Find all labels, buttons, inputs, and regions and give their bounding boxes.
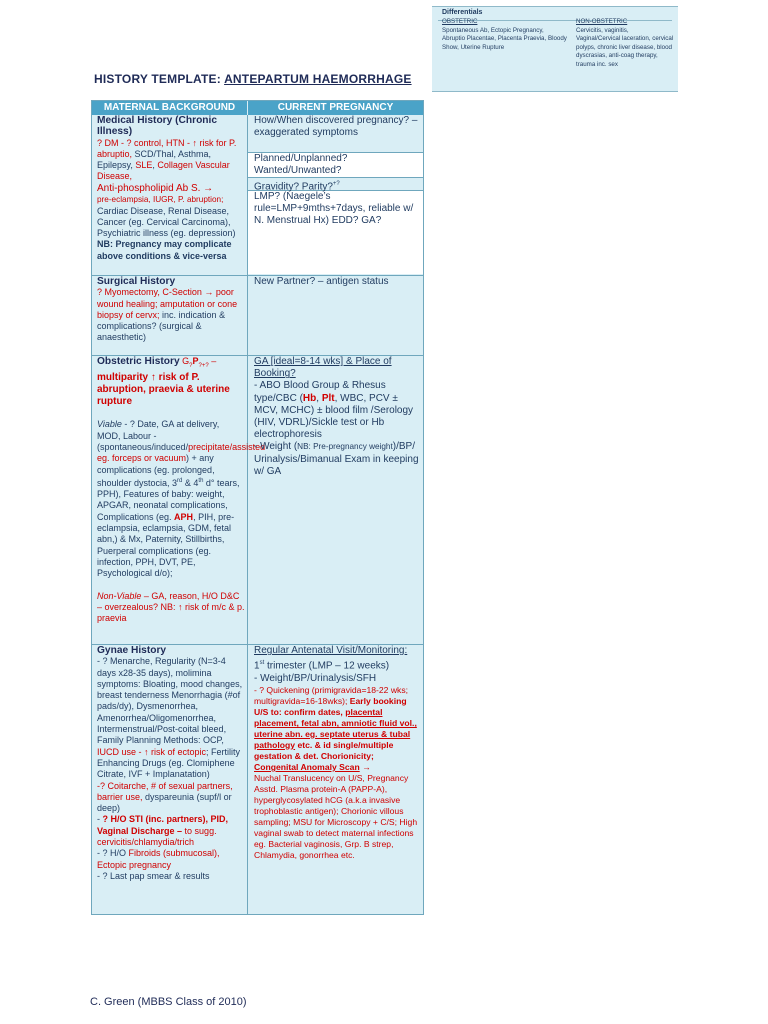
differentials-box: [432, 6, 678, 92]
weight-nb: NB: Pre-pregnancy weight: [297, 442, 393, 452]
antenatal-weight-text: - Weight/BP/Urinalysis/SFH: [254, 672, 377, 684]
early-booking-text: etc. & id single/multiple gestation & det. Chorionicity;: [254, 739, 394, 761]
antenatal-details: [254, 685, 420, 861]
sti-text: ? H/O STI (inc. partners), PID, Vaginal Discharge –: [97, 814, 229, 836]
sti-text: to sugg. cervicitis/chlamydia/trich: [97, 825, 217, 848]
gp-sub: ?: [189, 362, 193, 369]
sup-th: th: [198, 477, 204, 484]
abo-text: - ABO Blood Group & Rhesus type/CBC (: [254, 380, 386, 404]
fibroids-red-text: Fibroids (submucosal), Ectopic pregnancy: [97, 848, 220, 870]
title-prefix: HISTORY TEMPLATE:: [94, 72, 225, 86]
medical-list2: Cardiac Disease, Renal Disease, Cancer (eg. Cervical Carcinoma), Psychiatric illness (eg. depression): [97, 205, 236, 239]
plt-text: Plt: [321, 392, 335, 404]
gynae-history-heading: Gynae History: [97, 645, 167, 656]
trimester-text: trimester (LMP – 12 weeks): [264, 660, 390, 672]
sep: ,: [316, 392, 322, 404]
viable-red-text: precipitate/assisted eg. forceps or vacuum: [97, 441, 266, 464]
quickening-text: - ? Quickening (primigravida=18-22 wks; multigravida=16-18wks);: [254, 684, 409, 706]
antenatal-heading: Regular Antenatal Visit/Monitoring:: [254, 645, 408, 656]
msu-text: MSU for Microscopy + C/S; High vaginal swab to detect maternal infections eg. Bacterial vaginosis, Grp. B strep, Chlamydia, gonorrhea etc.: [254, 816, 418, 860]
viable-text: , PIH, pre-eclampsia, eclampsia, GDM, fetal abn,) & Mx, Paternity, Stillbirths, Puerperal complications (eg. infection, PPH, DVT, PE, Psychological d/o);: [97, 511, 235, 579]
abo-text: , WBC, PCV ± MCV, MCHC) ± blood film /Serology (HIV, VDRL)/Sickle test or Hb electrophoresis: [254, 392, 414, 441]
lmp-text: LMP? (Naegele’s rule=LMP+9mths+7days, reliable w/ N. Menstrual Hx) EDD? GA?: [254, 191, 414, 227]
obstetric-heading: OBSTETRIC: [442, 18, 478, 25]
gravidity-cell: [254, 178, 420, 193]
sup-rd: rd: [177, 477, 183, 484]
nuchal-text: Nuchal Translucency on U/S, Pregnancy Asstd. Plasma protein-A (PAPP-A), hyperglycosylated hCG (a.k.a invasive trophoblastic antigen); Chorionic villous sampling;: [254, 772, 409, 827]
title-topic: ANTEPARTUM HAEMORRHAGE: [224, 72, 412, 86]
gp-text: G: [179, 356, 190, 366]
dm-htn-text: ? DM - ? control, HTN - ↑ risk for P. abruptio,: [97, 137, 237, 159]
non-obstetric-text: Cervicitis, vaginitis, Vaginal/Cervical laceration, cervical polyps, chronic liver disease, blood dyscrasias, anti-coag therapy, trauma inc. sex: [576, 26, 674, 68]
gravidity-sup: +?: [332, 181, 340, 187]
fertility-text: ; Fertility Enhancing Drugs (eg. Clomiphene Citrate, IVF + Implanatation): [97, 746, 241, 780]
page-title: [94, 72, 412, 86]
weight-text: )/BP/ Urinalysis/Bimanual Exam in keeping w/ GA: [254, 441, 419, 477]
cvd-text: Collagen Vascular Disease,: [97, 160, 230, 182]
nonviable-label: Non-Viable: [97, 590, 142, 601]
early-booking-underlined: placental placement, fetal abn, amniotic fluid vol., uterine abn. eg. septate uterus & tubal pathology: [254, 706, 417, 750]
surgical-rest-text: inc. indication & complications? (surgical & anaesthetic): [97, 309, 226, 343]
surgical-red-text: ? Myomectomy, C-Section → poor wound healing; amputation or cone biopsy of cervx;: [97, 287, 238, 320]
lmp-cell: [254, 191, 420, 275]
obstetric-history-cell: [97, 356, 266, 644]
ga-booking-text: GA [ideal=8-14 wks] & Place of Booking?: [254, 356, 392, 380]
dash: -: [97, 814, 103, 825]
multiparity-text: multiparity ↑ risk of P. abruption, praevia & uterine rupture: [97, 372, 230, 408]
viable-text: d° tears, PPH), Features of baby: weight, APGAR, neonatal complications, Complications (eg.: [97, 477, 240, 522]
history-table: [91, 100, 424, 915]
antenatal-cell: [254, 645, 420, 915]
trimester-text: 1: [254, 660, 260, 672]
viable-text: ) + any complications (eg. prolonged, shoulder dystocia, 3: [97, 453, 215, 488]
partner-text: New Partner? – antigen status: [254, 276, 389, 287]
gp-dash: –: [208, 356, 217, 366]
discovered-text: How/When discovered pregnancy? – exaggerated symptoms: [254, 115, 418, 139]
aph-text: APH: [174, 511, 194, 522]
sle-text: SLE: [135, 160, 153, 171]
partner-cell: [254, 276, 420, 355]
viable-label: Viable: [97, 419, 122, 430]
differentials-title: Differentials: [442, 9, 483, 16]
apl-detail: pre-eclampsia, IUGR, P. abruption;: [97, 195, 224, 205]
planned-text: Planned/Unplanned? Wanted/Unwanted?: [254, 153, 348, 177]
medical-history-cell: [97, 115, 245, 275]
medical-list1: SCD/Thal, Asthma, Epilepsy,: [97, 148, 212, 171]
gravidity-text: Gravidity? Parity?: [254, 181, 333, 193]
column-divider: [247, 115, 248, 914]
fibroids-text: - ? H/O: [97, 848, 129, 859]
maternal-background-header: MATERNAL BACKGROUND: [92, 101, 247, 115]
congenital-scan-text: Congenital Anomaly Scan: [254, 761, 360, 772]
footer-credit: C. Green (MBBS Class of 2010): [90, 996, 247, 1008]
coitarche-text: -? Coitarche, # of sexual partners, barrier use,: [97, 780, 233, 802]
iucd-text: IUCD use - ↑ risk of ectopic: [97, 746, 207, 757]
non-obstetric-heading: NON-OBSTETRIC: [576, 18, 628, 25]
current-pregnancy-header: CURRENT PREGNANCY: [248, 101, 423, 115]
nonviable-text: – GA, reason, H/O D&C – overzealous? NB: ↑ risk of m/c & p. praevia: [97, 590, 245, 624]
medical-nb: NB: Pregnancy may complicate above conditions & vice-versa: [97, 239, 232, 261]
menarche-text: - ? Menarche, Regularity (N=3-4 days x28-35 days), molimina symptoms: Bloating, mood changes, breast tenderness Menorrhagia (#of pads/dy), Dysmenorrhea, Amenorrhea/Oligomenorrhea, Intermenstrual/Post-coital bleed, Family Planning Methods: OCP,: [97, 656, 243, 746]
hb-text: Hb: [302, 392, 317, 404]
obstetric-history-heading: Obstetric History: [97, 356, 180, 367]
obstetric-differentials: [442, 18, 567, 52]
gp-p: P: [192, 356, 199, 366]
early-booking-text: Early booking U/S to: confirm dates,: [254, 695, 407, 717]
gynae-history-cell: [97, 645, 245, 915]
medical-history-heading: Medical History (Chronic Illness): [97, 115, 218, 138]
surgical-history-heading: Surgical History: [97, 276, 176, 287]
comma: ,: [152, 160, 158, 171]
dyspareunia-text: dyspareunia (supf/l or deep): [97, 791, 232, 814]
booking-cell: [254, 356, 420, 644]
surgical-history-cell: [97, 276, 245, 355]
apl-text: Anti-phospholipid Ab S. →: [97, 182, 214, 194]
gp-sub: ?+?: [198, 362, 209, 369]
planned-cell: [254, 153, 420, 177]
viable-text: - ? Date, GA at delivery, MOD, Labour - (spontaneous/induced/: [97, 419, 220, 452]
arrow: →: [359, 761, 371, 772]
viable-text: & 4: [182, 477, 199, 488]
pap-text: - ? Last pap smear & results: [97, 870, 210, 881]
obstetric-text: Spontaneous Ab, Ectopic Pregnancy, Abruptio Placentae, Placenta Praevia, Bloody Show, Uterine Rupture: [442, 26, 567, 51]
weight-text: - Weight (: [254, 441, 298, 453]
non-obstetric-differentials: [576, 18, 674, 70]
discovered-cell: [254, 115, 420, 152]
trimester-sup: st: [259, 660, 265, 667]
